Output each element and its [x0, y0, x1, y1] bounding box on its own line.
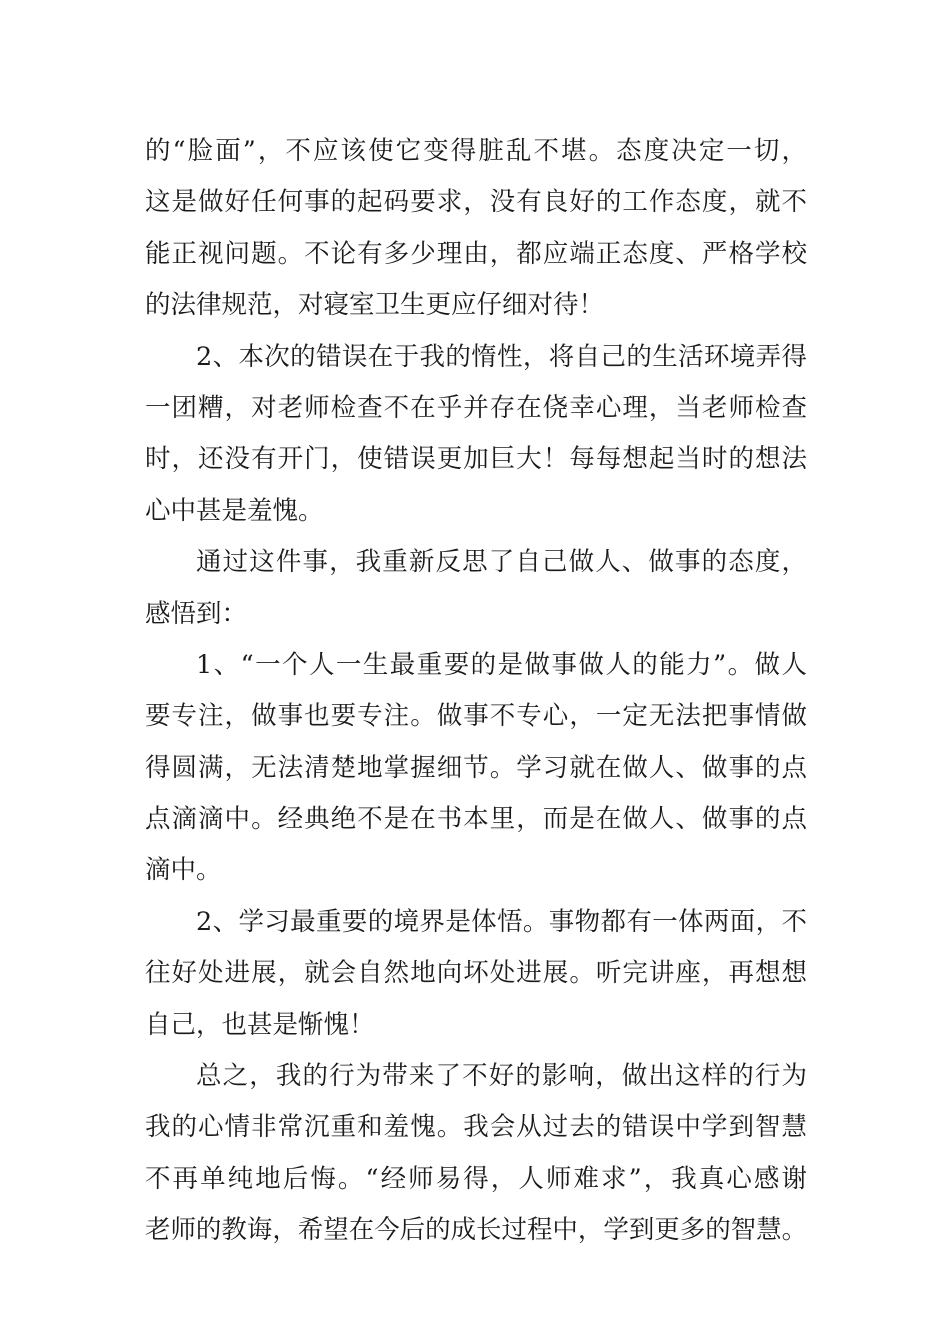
text-line: 我的心情非常沉重和羞愧。我会从过去的错误中学到智慧 — [145, 1112, 807, 1143]
text-line: 往好处进展，就会自然地向坏处进展。听完讲座，再想想 — [145, 958, 807, 989]
text-line: 这是做好任何事的起码要求，没有良好的工作态度，就不 — [145, 187, 807, 218]
text-line: 滴中。 — [145, 855, 222, 886]
text-line: 点滴滴中。经典绝不是在书本里，而是在做人、做事的点 — [145, 804, 807, 835]
text-line: 能正视问题。不论有多少理由，都应端正态度、严格学校 — [145, 238, 807, 269]
text-line: 时，还没有开门，使错误更加巨大！每每想起当时的想法 — [145, 444, 807, 475]
text-line: 总之，我的行为带来了不好的影响，做出这样的行为 — [196, 1061, 807, 1092]
text-line: 1、“一个人一生最重要的是做事做人的能力”。做人 — [196, 649, 807, 680]
text-line: 老师的教诲，希望在今后的成长过程中，学到更多的智慧。 — [145, 1215, 807, 1246]
text-line: 自己，也甚是惭愧！ — [145, 1009, 375, 1040]
text-line: 心中甚是羞愧。 — [145, 495, 324, 526]
text-line: 感悟到： — [145, 598, 248, 629]
text-line: 通过这件事，我重新反思了自己做人、做事的态度， — [196, 547, 807, 578]
text-line: 2、本次的错误在于我的惰性，将自己的生活环境弄得 — [196, 341, 807, 372]
text-line: 要专注，做事也要专注。做事不专心，一定无法把事情做 — [145, 701, 807, 732]
text-line: 不再单纯地后悔。“经师易得，人师难求”，我真心感谢 — [145, 1163, 807, 1194]
text-line: 得圆满，无法清楚地掌握细节。学习就在做人、做事的点 — [145, 752, 807, 783]
text-line: 一团糟，对老师检查不在乎并存在侥幸心理，当老师检查 — [145, 392, 807, 423]
text-line: 的法律规范，对寝室卫生更应仔细对待！ — [145, 290, 605, 321]
text-line: 2、学习最重要的境界是体悟。事物都有一体两面，不 — [196, 906, 807, 937]
document-body — [145, 126, 807, 1257]
text-line: 的“脸面”，不应该使它变得脏乱不堪。态度决定一切， — [145, 136, 807, 166]
